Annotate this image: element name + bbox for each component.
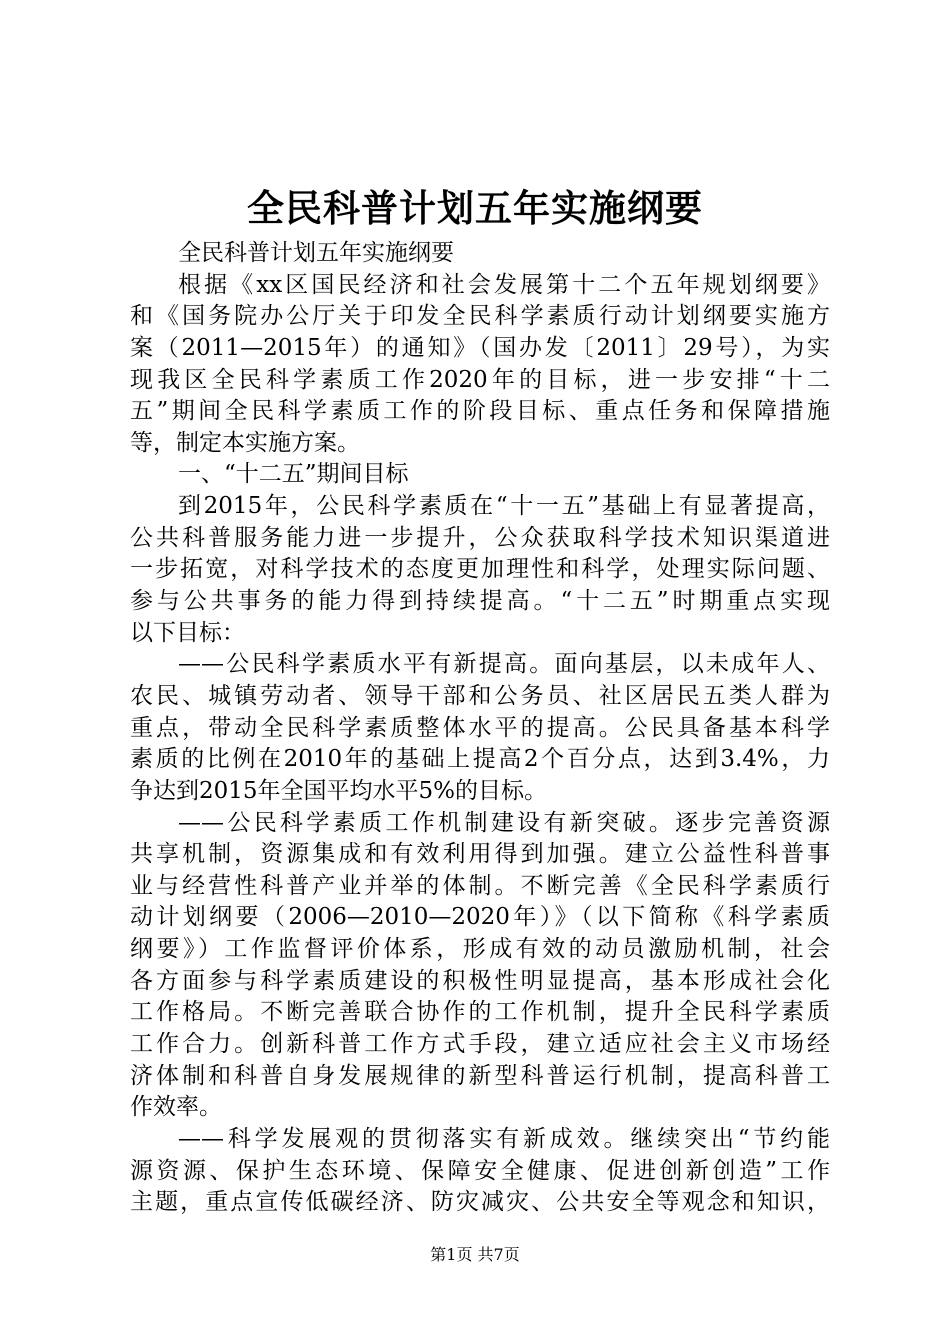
text-line: 农民、城镇劳动者、领导干部和公务员、社区居民五类人群为 [130, 682, 830, 709]
text-line: 动计划纲要（2006—2010—2020年）》（以下简称《科学素质 [130, 904, 830, 931]
text-line: ——公民科学素质工作机制建设有新突破。逐步完善资源 [178, 809, 830, 836]
text-line: 纲要》）工作监督评价体系，形成有效的动员激励机制，社会 [130, 936, 830, 963]
text-line: ——科学发展观的贯彻落实有新成效。继续突出“节约能 [178, 1125, 830, 1152]
text-line: 作效率。 [130, 1094, 222, 1121]
text-line: 各方面参与科学素质建设的积极性明显提高，基本形成社会化 [130, 967, 830, 994]
text-line: 工作格局。不断完善联合协作的工作机制，提升全民科学素质 [130, 999, 830, 1026]
text-line: 参与公共事务的能力得到持续提高。“十二五”时期重点实现 [130, 588, 830, 615]
text-line: 一、“十二五”期间目标 [178, 461, 409, 488]
text-line: 素质的比例在2010年的基础上提高2个百分点，达到3.4%，力 [130, 746, 830, 773]
text-line: 源资源、保护生态环境、保障安全健康、促进创新创造”工作 [130, 1157, 830, 1184]
text-line: 和《国务院办公厅关于印发全民科学素质行动计划纲要实施方 [130, 303, 830, 330]
text-line: 公共科普服务能力进一步提升，公众获取科学技术知识渠道进 [130, 524, 830, 551]
document-body [130, 238, 830, 1219]
text-line: 案（2011—2015年）的通知》（国办发〔2011〕29号），为实 [130, 334, 830, 361]
text-line: 以下目标： [130, 619, 245, 646]
text-line: 根据《xx区国民经济和社会发展第十二个五年规划纲要》 [178, 271, 830, 298]
text-line: 全民科普计划五年实施纲要 [178, 240, 454, 266]
text-line: 现我区全民科学素质工作2020年的目标，进一步安排“十二 [130, 366, 830, 393]
text-line: 一步拓宽，对科学技术的态度更加理性和科学，处理实际问题、 [130, 556, 830, 583]
page-footer: 第1页 共7页 [430, 1245, 520, 1264]
text-line: 济体制和科普自身发展规律的新型科普运行机制，提高科普工 [130, 1062, 830, 1089]
text-line: 五”期间全民科学素质工作的阶段目标、重点任务和保障措施 [130, 398, 830, 425]
text-line: 重点，带动全民科学素质整体水平的提高。公民具备基本科学 [130, 714, 830, 741]
text-line: 争达到2015年全国平均水平5%的目标。 [130, 777, 548, 804]
text-line: 共享机制，资源集成和有效利用得到加强。建立公益性科普事 [130, 841, 830, 868]
text-line: 工作合力。创新科普工作方式手段，建立适应社会主义市场经 [130, 1031, 830, 1058]
document-title: 全民科普计划五年实施纲要 [247, 186, 703, 230]
text-line: ——公民科学素质水平有新提高。面向基层，以未成年人、 [178, 651, 830, 678]
text-line: 到2015年，公民科学素质在“十一五”基础上有显著提高， [178, 493, 830, 520]
text-line: 主题，重点宣传低碳经济、防灾减灾、公共安全等观念和知识， [130, 1189, 830, 1216]
text-line: 业与经营性科普产业并举的体制。不断完善《全民科学素质行 [130, 872, 830, 899]
text-line: 等，制定本实施方案。 [130, 429, 360, 456]
